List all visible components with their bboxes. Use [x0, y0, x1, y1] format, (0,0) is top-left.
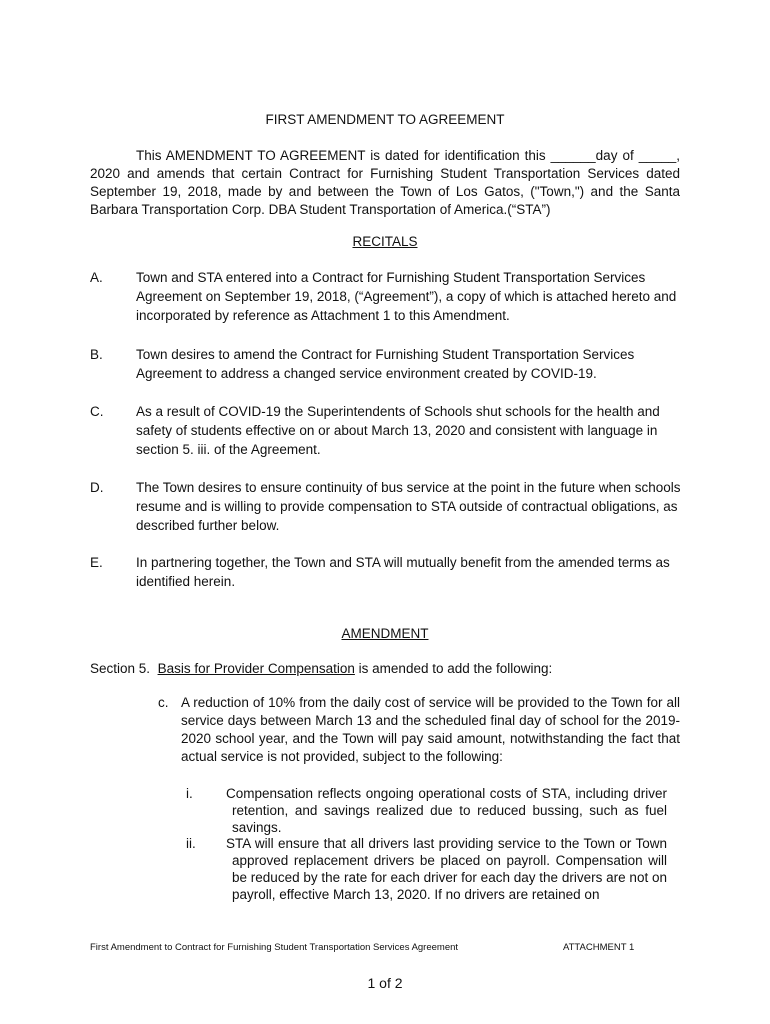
subitem-number: ii. — [186, 836, 196, 851]
recital-d — [90, 478, 690, 536]
subitem-number: i. — [186, 786, 193, 801]
recital-text: The Town desires to ensure continuity of bus service at the point in the future when schools resume and is willing to provide compensation to STA outside of contractual obligations, as described further below. — [136, 480, 681, 534]
recital-b — [90, 345, 690, 383]
recital-text: As a result of COVID-19 the Superintendents of Schools shut schools for the health and safety of students effective on or about March 13, 2020 and consistent with language in section 5. iii. of the Agreement. — [136, 404, 660, 458]
subitem-text: STA will ensure that all drivers last providing service to the Town or Town approved replacement drivers be placed on payroll. Compensation will be reduced by the rate for each driver for each day the drivers are not on payroll, effective March 13, 2020. If no drivers are retained on — [226, 836, 667, 902]
page-number: 1 of 2 — [367, 975, 403, 991]
recital-c — [90, 402, 690, 460]
section-5-line — [90, 661, 552, 676]
recital-letter: B. — [90, 347, 103, 362]
recital-text: Town and STA entered into a Contract for Furnishing Student Transportation Services Agreement on September 19, 2018, (“Agreement”), a copy of which is attached hereto and incorporated by reference as Attachment 1 to this Amendment. — [136, 270, 677, 324]
recital-a — [90, 268, 690, 326]
footer-attachment: ATTACHMENT 1 — [563, 942, 635, 953]
clause-letter: c. — [158, 695, 169, 710]
recitals-heading: RECITALS — [352, 234, 418, 249]
subitem-text: Compensation reflects ongoing operational costs of STA, including driver retention, and savings realized due to reduced bussing, such as fuel savings. — [226, 786, 667, 835]
section-suffix: is amended to add the following: — [358, 661, 553, 676]
intro-text: This AMENDMENT TO AGREEMENT is dated for identification this ______day of _____, 2020 and amends that certain Contract for Furnishing Student Transportation Services dated September 19, 2018, made by and between the Town of Los Gatos, ("Town,") and the Santa Barbara Transportation Corp. DBA Student Transportation of America.(“STA”) — [90, 148, 680, 217]
recital-text: Town desires to amend the Contract for Furnishing Student Transportation Services Agreement to address a changed service environment created by COVID-19. — [136, 347, 635, 382]
section-prefix: Section 5. — [90, 661, 151, 676]
footer-title: First Amendment to Contract for Furnishing Student Transportation Services Agreement — [90, 942, 459, 953]
subitem-i — [186, 785, 680, 836]
recital-e — [90, 553, 690, 591]
recital-letter: C. — [90, 404, 104, 419]
recital-letter: E. — [90, 555, 103, 570]
recital-letter: D. — [90, 480, 104, 495]
recital-letter: A. — [90, 270, 103, 285]
document-title: FIRST AMENDMENT TO AGREEMENT — [265, 112, 505, 127]
clause-c — [158, 694, 680, 766]
recital-text: In partnering together, the Town and STA will mutually benefit from the amended terms as identified herein. — [136, 555, 670, 590]
amendment-heading: AMENDMENT — [341, 626, 429, 641]
section-title: Basis for Provider Compensation — [157, 661, 355, 676]
clause-text: A reduction of 10% from the daily cost of service will be provided to the Town for all service days between March 13 and the scheduled final day of school for the 2019-2020 school year, and the Town will pay said amount, notwithstanding the fact that actual service is not provided, subject to the following: — [181, 695, 680, 764]
intro-paragraph — [90, 147, 680, 219]
subitem-ii — [186, 835, 680, 903]
